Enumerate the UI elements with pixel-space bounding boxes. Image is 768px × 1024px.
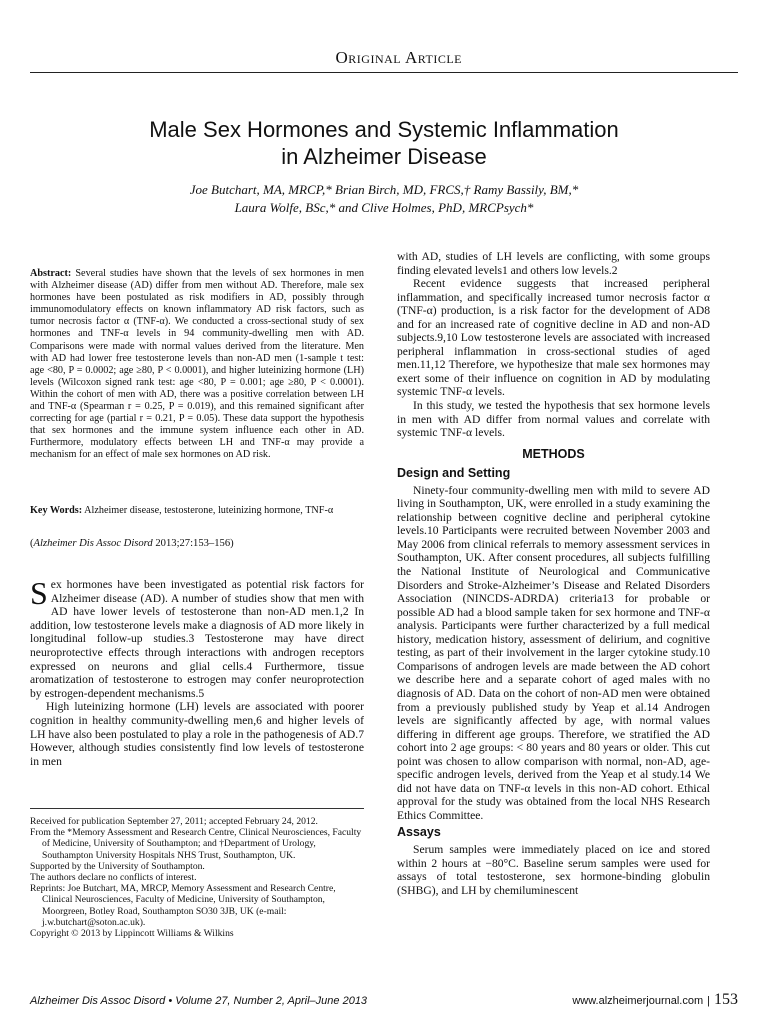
footer-website: www.alzheimerjournal.com [572, 995, 704, 1007]
keywords-text: Alzheimer disease, testosterone, luteinizing hormone, TNF-α [84, 505, 334, 516]
citation-journal: Alzheimer Dis Assoc Disord [33, 538, 153, 549]
title-line-1: Male Sex Hormones and Systemic Inflammation [149, 117, 619, 142]
footnote-reprints: Reprints: Joe Butchart, MA, MRCP, Memory Assessment and Research Centre, Clinical Neurosciences, Faculty of Medicine, University of Southampton, Moorgreen, Botley Road, Southampton SO30 3JB, UK (e-mail: j.w.butchart@soton.ac.uk). [30, 883, 336, 928]
footnote-conflicts: The authors declare no conflicts of interest. [30, 872, 197, 884]
design-paragraph: Ninety-four community-dwelling men with mild to severe AD living in Southampton, UK, were enrolled in a study examining the relationship between cognitive decline and peripheral cytokine levels.10 Participants were recruited between November 2003 and May 2006 from clinical referrals to memory assessment services in Southampton, UK. After consent procedures, all subjects fulfilling the National Institute of Neurological and Communicative Disorders and Stroke-Alzheimer’s Disease and Related Disorders Association (NINCDS-ADRDA) criteria13 for probable or possible AD had a blood sample taken for sex hormone and TNF-α analysis. Participants were further characterized by a full medical history, medication history, assessment of delirium, and cognitive testing, as part of their involvement in the larger cytokine study.10 Comparisons of androgen levels are made between the AD cohort we describe here and a separate cohort of aged males with no diagnosis of AD. Data on the cohort of non-AD men were obtained from a previously published study by Yeap et al.14 Androgen levels are significantly affected by age, with normal values differing in different age groups. Therefore, we stratified the AD cohort into 2 age groups: < 80 years and 80 years or older. This cut point was chosen to allow comparison with normal, non-AD, age-specific androgen levels, derived from the Yeap et al study.14 We did not have data on TNF-α levels in this non-AD cohort. Ethical approval for the study was obtained from the local NHS Research Ethics Committee. [397, 483, 710, 822]
footnotes [30, 816, 364, 939]
assays-paragraph: Serum samples were immediately placed on ice and stored within 2 hours at −80°C. Baseline serum samples were used for assays of total testosterone, sex hormone-binding globulin (SHBG), and LH by chemiluminescent [397, 842, 710, 897]
footnote-copyright: Copyright © 2013 by Lippincott Williams & Wilkins [30, 928, 234, 940]
design-heading: Design and Setting [397, 466, 511, 481]
title-line-2: in Alzheimer Disease [281, 144, 487, 169]
authors-line-2: Laura Wolfe, BSc,* and Clive Holmes, PhD, MRCPsych* [234, 200, 534, 215]
assays-heading: Assays [397, 825, 441, 840]
abstract [30, 268, 364, 462]
intro-paragraph-2: High luteinizing hormone (LH) levels are associated with poorer cognition in healthy community-dwelling men,6 and higher levels of LH have also been postulated to play a role in the pathogenesis of AD.7 However, although studies consistently find low levels of testosterone in men [30, 700, 364, 768]
footnote-rule [30, 808, 364, 809]
methods-heading: METHODS [522, 446, 585, 461]
intro-p1-text: ex hormones have been investigated as potential risk factors for Alzheimer disease (AD). A number of studies show that men with AD have lower levels of testosterone than non-AD men.1,2 In addition, low testosterone levels make a diagnosis of AD more likely in longitudinal follow-up studies.3 Testosterone may have direct neuroprotective effects through interactions with androgen receptors expressed on neurons and glial cells.4 Furthermore, tissue aromatization of testosterone to estrogen may confer neuroprotection by estrogen-dependent mechanisms.5 [30, 578, 364, 700]
abstract-text: Several studies have shown that the levels of sex hormones in men with Alzheimer disease (AD) differ from men without AD. Therefore, male sex hormones have been postulated as risk modifiers in AD, possibly through immunomodulatory effects on known inflammatory AD risk factors, such as tumor necrosis factor α (TNF-α). We conducted a cross-sectional study of sex hormones and TNF-α levels in 94 community-dwelling men with AD. Comparisons were made with normal values derived from the literature. Men with AD had lower free testosterone levels than non-AD men (1-sample t test: age <80, P = 0.0002; age ≥80, P < 0.0001), and higher luteinizing hormone (LH) levels (Wilcoxon signed rank test: age <80, P = 0.001; age ≥80, P < 0.0001). Within the cohort of men with AD, there was a positive correlation between LH and TNF-α (Spearman r = 0.25, P = 0.019), and this remained significant after correcting for age (partial r = 0.21, P = 0.05). These data support the hypothesis that sex hormones and the immune system influence each other in AD. Furthermore, modulatory effects between LH and TNF-α may provide a mechanism for an effect of male sex hormones on AD risk. [30, 268, 365, 461]
right-paragraph-2: Recent evidence suggests that increased peripheral inflammation, and specifically increased tumor necrosis factor α (TNF-α) production, is a risk factor for the development of AD8 and for an increased rate of cognitive decline in AD and non-AD subjects.9,10 Low testosterone levels are associated with increased peripheral inflammation in cross-sectional studies of aged men.11,12 Therefore, we hypothesize that male sex hormones may exert some of their influence on cognition in AD by modulating systemic TNF-α levels. [397, 277, 710, 399]
footnote-support: Supported by the University of Southampton. [30, 860, 205, 872]
author-list [120, 181, 648, 217]
citation: (Alzheimer Dis Assoc Disord 2013;27:153–156) [30, 538, 234, 549]
citation-rest: 2013;27:153–156) [155, 538, 234, 549]
article-title [60, 116, 708, 170]
footnote-affiliations: From the *Memory Assessment and Research Centre, Clinical Neurosciences, Faculty of Medicine, University of Southampton; and †Department of Urology, Southampton University Hospitals NHS Trust, Southampton, UK. [30, 827, 362, 861]
right-paragraph-3: In this study, we tested the hypothesis that sex hormone levels in men with AD differ from normal values and correlate with systemic TNF-α levels. [397, 399, 710, 440]
header-rule [30, 72, 738, 73]
keywords-label: Key Words: [30, 505, 83, 516]
right-paragraph-1: with AD, studies of LH levels are conflicting, with some groups finding elevated levels1 and others low levels.2 [397, 250, 710, 277]
authors-line-1: Joe Butchart, MA, MRCP,* Brian Birch, MD, FRCS,† Ramy Bassily, BM,* [189, 182, 579, 197]
introduction [30, 575, 364, 768]
footer-journal-info: Alzheimer Dis Assoc Disord • Volume 27, Number 2, April–June 2013 [30, 995, 368, 1007]
footer-right [572, 991, 738, 1009]
page-number: 153 [714, 991, 738, 1008]
footer-separator: | [707, 995, 710, 1007]
abstract-label: Abstract: [30, 268, 72, 279]
drop-cap: S [30, 575, 48, 611]
right-column [397, 250, 710, 897]
keywords [30, 505, 364, 517]
footnote-received: Received for publication September 27, 2011; accepted February 24, 2012. [30, 816, 318, 827]
intro-paragraph-1 [30, 575, 364, 700]
section-label: Original Article [335, 48, 462, 67]
